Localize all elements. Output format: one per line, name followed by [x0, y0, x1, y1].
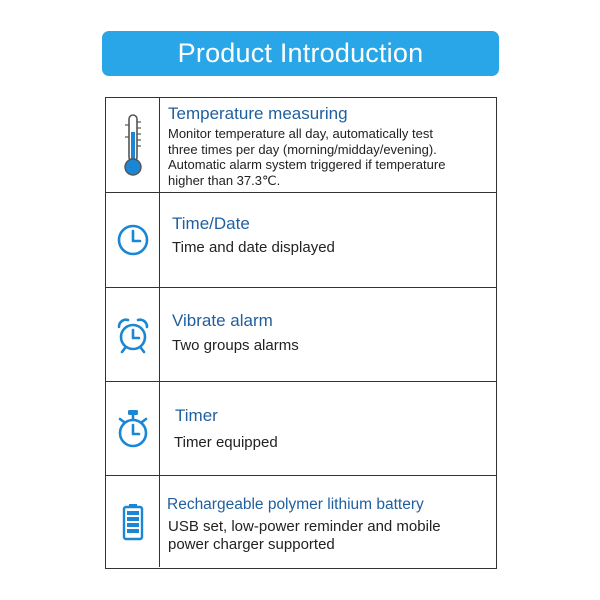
alarm-clock-icon: [115, 316, 151, 354]
feature-row-battery: [106, 476, 496, 567]
thermometer-icon: [120, 112, 146, 178]
feature-icon-cell: [106, 288, 160, 381]
feature-description: Timer equipped: [174, 434, 278, 451]
feature-description: Two groups alarms: [172, 337, 299, 354]
feature-icon-cell: [106, 382, 160, 475]
feature-description: Monitor temperature all day, automatically test three times per day (morning/midday/evening). Automatic alarm system triggered if temperature higher than 37.3℃.: [168, 126, 446, 188]
feature-row-vibrate-alarm: [106, 288, 496, 382]
feature-icon-cell: [106, 193, 160, 287]
feature-description: Time and date displayed: [172, 239, 335, 256]
feature-icon-cell: [106, 476, 160, 567]
feature-title: Rechargeable polymer lithium battery: [167, 496, 424, 513]
feature-row-temperature: [106, 98, 496, 193]
feature-title: Temperature measuring: [168, 104, 348, 123]
battery-icon: [122, 503, 144, 541]
clock-icon: [116, 223, 150, 257]
feature-row-time-date: [106, 193, 496, 288]
feature-icon-cell: [106, 98, 160, 192]
feature-description: USB set, low-power reminder and mobile power charger supported: [168, 518, 441, 553]
feature-title: Time/Date: [172, 214, 250, 233]
feature-title: Timer: [175, 406, 218, 425]
header-banner: [102, 31, 499, 76]
feature-title: Vibrate alarm: [172, 311, 273, 330]
feature-table: [105, 97, 497, 569]
page-title: Product Introduction: [177, 38, 424, 68]
feature-row-timer: [106, 382, 496, 476]
stopwatch-icon: [116, 409, 150, 449]
